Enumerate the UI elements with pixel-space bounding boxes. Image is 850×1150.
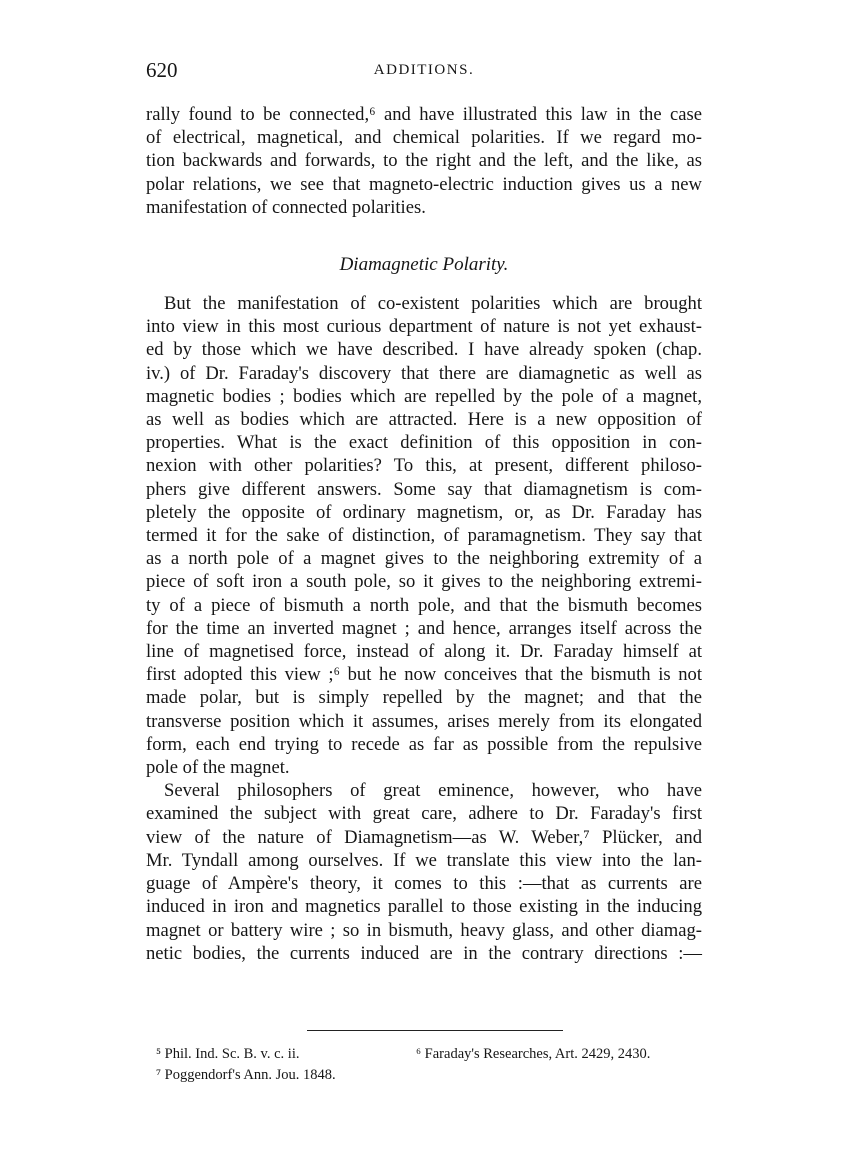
- text-line: piece of soft iron a south pole, so it gives to the neighboring extremi-: [146, 571, 702, 593]
- text-line: tion backwards and forwards, to the right and the left, and the like, as: [146, 150, 702, 172]
- text-line: transverse position which it assumes, arises merely from its elongated: [146, 710, 702, 732]
- text-line: as a north pole of a magnet gives to the neighboring extremity of a: [146, 548, 702, 570]
- page-number: 620: [146, 58, 178, 82]
- text-line: magnet or battery wire ; so in bismuth, heavy glass, and other diamag-: [146, 919, 702, 941]
- text-line: first adopted this view ;⁶ but he now conceives that the bismuth is not: [146, 664, 702, 686]
- text-line: polar relations, we see that magneto-electric induction gives us a new: [146, 173, 702, 195]
- text-line: netic bodies, the currents induced are in the contrary directions :—: [146, 942, 702, 964]
- text-line: of electrical, magnetical, and chemical polarities. If we regard mo-: [146, 127, 702, 149]
- text-line: pole of the magnet.: [146, 757, 290, 779]
- paragraph-3: [146, 779, 702, 965]
- text-line: induced in iron and magnetics parallel to those existing in the inducing: [146, 896, 702, 918]
- text-line: termed it for the sake of distinction, of paramagnetism. They say that: [146, 525, 702, 547]
- text-line: Mr. Tyndall among ourselves. If we translate this view into the lan-: [146, 849, 702, 871]
- text-line: made polar, but is simply repelled by the magnet; and that the: [146, 687, 702, 709]
- paragraph-2: [146, 292, 702, 779]
- text-line: But the manifestation of co-existent polarities which are brought: [164, 293, 702, 315]
- body-text: [146, 103, 702, 965]
- footnote-6: ⁶ Faraday's Researches, Art. 2429, 2430.: [416, 1046, 651, 1062]
- text-line: manifestation of connected polarities.: [146, 196, 426, 218]
- page-header: [146, 58, 702, 88]
- text-line: line of magnetised force, instead of along it. Dr. Faraday himself at: [146, 641, 702, 663]
- text-line: ty of a piece of bismuth a north pole, and that the bismuth becomes: [146, 594, 702, 616]
- text-line: form, each end trying to recede as far as possible from the repulsive: [146, 733, 702, 755]
- text-line: as well as bodies which are attracted. Here is a new opposition of: [146, 409, 702, 431]
- footnote-row: [146, 1044, 706, 1065]
- text-line: nexion with other polarities? To this, at present, different philoso-: [146, 455, 702, 477]
- text-line: into view in this most curious department of nature is not yet exhaust-: [146, 316, 702, 338]
- text-line: magnetic bodies ; bodies which are repelled by the pole of a magnet,: [146, 385, 702, 407]
- text-line: phers give different answers. Some say that diamagnetism is com-: [146, 478, 702, 500]
- text-line: properties. What is the exact definition of this opposition in con-: [146, 432, 702, 454]
- text-line: for the time an inverted magnet ; and hence, arranges itself across the: [146, 617, 702, 639]
- footnote-5: ⁵ Phil. Ind. Sc. B. v. c. ii.: [156, 1046, 300, 1062]
- footnotes: [146, 1044, 706, 1086]
- section-heading: Diamagnetic Polarity.: [339, 254, 509, 276]
- footnote-7: ⁷ Poggendorf's Ann. Jou. 1848.: [156, 1067, 336, 1083]
- footnote-row: [146, 1065, 706, 1086]
- text-line: examined the subject with great care, adhere to Dr. Faraday's first: [146, 803, 702, 825]
- text-line: guage of Ampère's theory, it comes to this :—that as currents are: [146, 873, 702, 895]
- paragraph-1: [146, 103, 702, 219]
- text-line: view of the nature of Diamagnetism—as W. Weber,⁷ Plücker, and: [146, 826, 702, 848]
- text-line: iv.) of Dr. Faraday's discovery that there are diamagnetic as well as: [146, 362, 702, 384]
- running-head: ADDITIONS.: [373, 62, 475, 78]
- text-line: pletely the opposite of ordinary magnetism, or, as Dr. Faraday has: [146, 501, 702, 523]
- text-line: Several philosophers of great eminence, however, who have: [164, 780, 702, 802]
- text-line: ed by those which we have described. I have already spoken (chap.: [146, 339, 702, 361]
- footnote-rule: [307, 1030, 563, 1031]
- text-line: rally found to be connected,⁶ and have illustrated this law in the case: [146, 104, 702, 125]
